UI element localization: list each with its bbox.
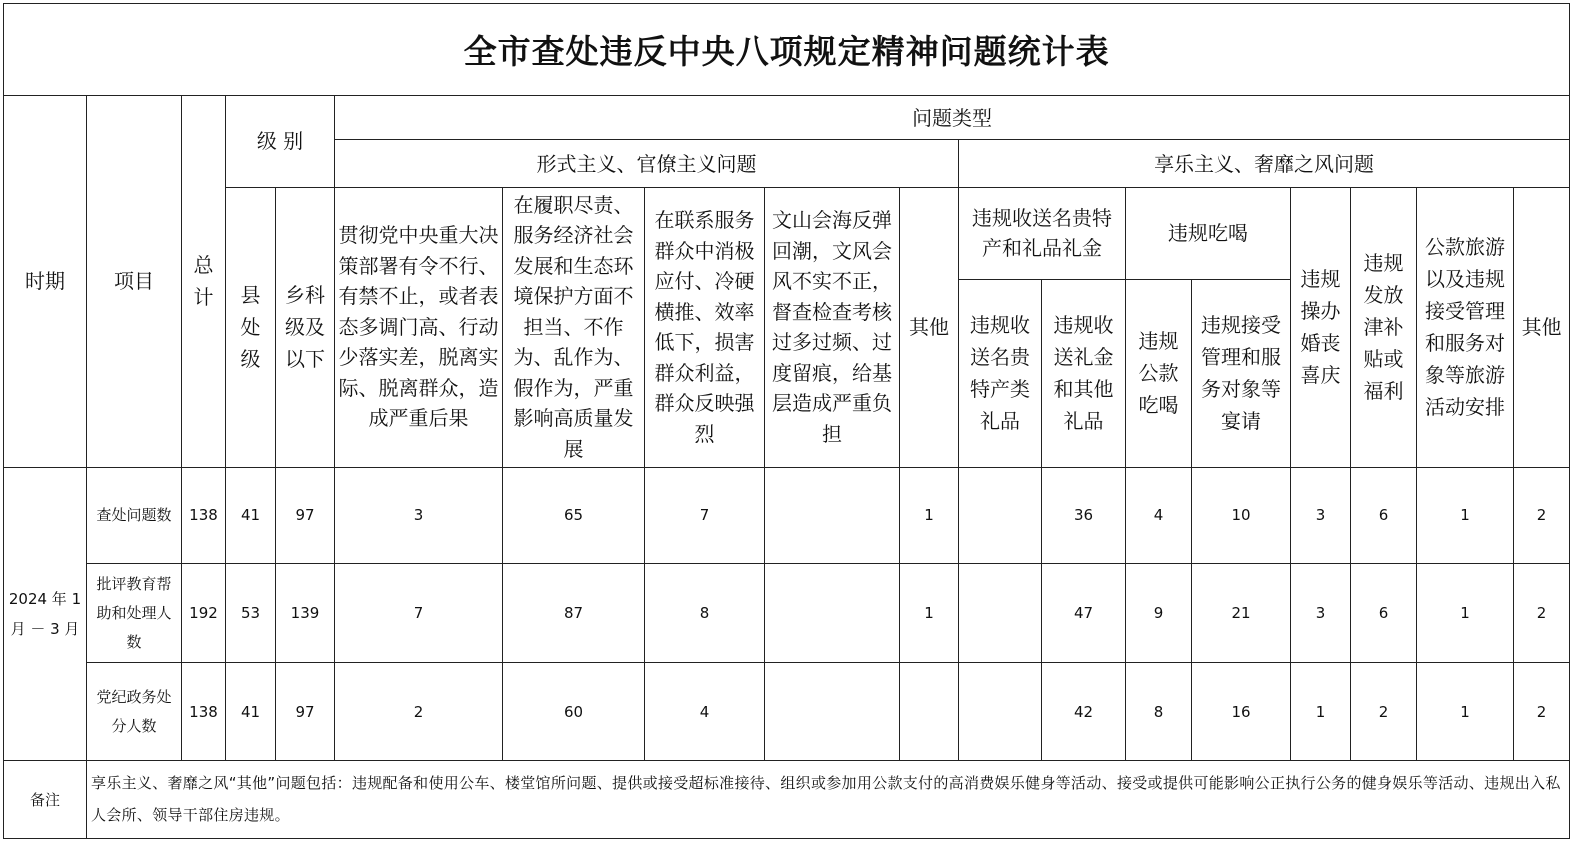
cell-wedding: 3 bbox=[1291, 563, 1351, 662]
dining-group-header: 违规吃喝 bbox=[1126, 187, 1291, 279]
cell-f2: 87 bbox=[503, 563, 645, 662]
county-level-header: 县处级 bbox=[226, 187, 276, 467]
dining-banquet-header: 违规接受管理和服务对象等宴请 bbox=[1192, 279, 1291, 467]
formalism-type-4-header: 文山会海反弹回潮，文风会风不实不正，督查检查考核过多过频、过度留痕，给基层造成严重负担 bbox=[765, 187, 900, 467]
cell-f3: 7 bbox=[645, 467, 765, 563]
gift-group-header: 违规收送名贵特产和礼品礼金 bbox=[959, 187, 1126, 279]
cell-gift-b: 36 bbox=[1042, 467, 1126, 563]
cell-h-other: 2 bbox=[1514, 467, 1570, 563]
allowance-header: 违规发放津补贴或福利 bbox=[1351, 187, 1417, 467]
cell-wedding: 1 bbox=[1291, 663, 1351, 760]
cell-gift-a bbox=[959, 663, 1042, 760]
row-label: 批评教育帮助和处理人数 bbox=[87, 563, 182, 662]
cell-total: 192 bbox=[182, 563, 226, 662]
cell-total: 138 bbox=[182, 663, 226, 760]
cell-county: 53 bbox=[226, 563, 276, 662]
formalism-group-header: 形式主义、官僚主义问题 bbox=[335, 140, 959, 187]
item-header: 项目 bbox=[87, 96, 182, 467]
cell-allowance: 6 bbox=[1351, 563, 1417, 662]
township-level-header: 乡科级及以下 bbox=[276, 187, 335, 467]
period-value: 2024 年 1 月 － 3 月 bbox=[4, 467, 87, 760]
cell-travel: 1 bbox=[1417, 563, 1514, 662]
cell-county: 41 bbox=[226, 467, 276, 563]
cell-township: 97 bbox=[276, 663, 335, 760]
cell-dining-b: 16 bbox=[1192, 663, 1291, 760]
wedding-header: 违规操办婚丧喜庆 bbox=[1291, 187, 1351, 467]
formalism-other-header: 其他 bbox=[900, 187, 959, 467]
cell-dining-a: 8 bbox=[1126, 663, 1192, 760]
cell-township: 139 bbox=[276, 563, 335, 662]
cell-f1: 7 bbox=[335, 563, 503, 662]
cell-h-other: 2 bbox=[1514, 563, 1570, 662]
cell-f3: 8 bbox=[645, 563, 765, 662]
cell-gift-b: 42 bbox=[1042, 663, 1126, 760]
cell-allowance: 2 bbox=[1351, 663, 1417, 760]
cell-township: 97 bbox=[276, 467, 335, 563]
row-label: 党纪政务处分人数 bbox=[87, 663, 182, 760]
total-header: 总计 bbox=[182, 96, 226, 467]
gift-specialty-header: 违规收送名贵特产类礼品 bbox=[959, 279, 1042, 467]
note-text: 享乐主义、奢靡之风“其他”问题包括：违规配备和使用公车、楼堂馆所问题、提供或接受超标准接待、组织或参加用公款支付的高消费娱乐健身等活动、接受或提供可能影响公正执行公务的健身娱乐等活动、违规出入私人会所、领导干部住房违规。 bbox=[87, 760, 1570, 838]
cell-f4 bbox=[765, 663, 900, 760]
cell-f4 bbox=[765, 467, 900, 563]
cell-dining-a: 9 bbox=[1126, 563, 1192, 662]
level-header: 级 别 bbox=[226, 96, 335, 187]
cell-dining-b: 21 bbox=[1192, 563, 1291, 662]
dining-public-funds-header: 违规公款吃喝 bbox=[1126, 279, 1192, 467]
cell-wedding: 3 bbox=[1291, 467, 1351, 563]
gift-money-header: 违规收送礼金和其他礼品 bbox=[1042, 279, 1126, 467]
cell-f3: 4 bbox=[645, 663, 765, 760]
cell-county: 41 bbox=[226, 663, 276, 760]
row-label: 查处问题数 bbox=[87, 467, 182, 563]
cell-allowance: 6 bbox=[1351, 467, 1417, 563]
travel-header: 公款旅游以及违规接受管理和服务对象等旅游活动安排 bbox=[1417, 187, 1514, 467]
cell-f-other bbox=[900, 663, 959, 760]
formalism-type-2-header: 在履职尽责、服务经济社会发展和生态环境保护方面不担当、不作为、乱作为、假作为，严重影响高质量发展 bbox=[503, 187, 645, 467]
hedonism-other-header: 其他 bbox=[1514, 187, 1570, 467]
cell-f-other: 1 bbox=[900, 467, 959, 563]
cell-travel: 1 bbox=[1417, 467, 1514, 563]
formalism-type-1-header: 贯彻党中央重大决策部署有令不行、有禁不止，或者表态多调门高、行动少落实差，脱离实际、脱离群众，造成严重后果 bbox=[335, 187, 503, 467]
cell-total: 138 bbox=[182, 467, 226, 563]
cell-f-other: 1 bbox=[900, 563, 959, 662]
cell-f4 bbox=[765, 563, 900, 662]
cell-travel: 1 bbox=[1417, 663, 1514, 760]
hedonism-group-header: 享乐主义、奢靡之风问题 bbox=[959, 140, 1570, 187]
table-row bbox=[4, 663, 1570, 760]
cell-gift-b: 47 bbox=[1042, 563, 1126, 662]
formalism-type-3-header: 在联系服务群众中消极应付、冷硬横推、效率低下，损害群众利益，群众反映强烈 bbox=[645, 187, 765, 467]
table-row bbox=[4, 467, 1570, 563]
cell-f1: 3 bbox=[335, 467, 503, 563]
cell-h-other: 2 bbox=[1514, 663, 1570, 760]
statistics-table bbox=[3, 3, 1570, 839]
cell-f2: 60 bbox=[503, 663, 645, 760]
note-label: 备注 bbox=[4, 760, 87, 838]
cell-gift-a bbox=[959, 467, 1042, 563]
cell-f1: 2 bbox=[335, 663, 503, 760]
cell-gift-a bbox=[959, 563, 1042, 662]
table-row bbox=[4, 563, 1570, 662]
problem-type-header: 问题类型 bbox=[335, 96, 1570, 140]
cell-f2: 65 bbox=[503, 467, 645, 563]
period-header: 时期 bbox=[4, 96, 87, 467]
cell-dining-a: 4 bbox=[1126, 467, 1192, 563]
table-title: 全市查处违反中央八项规定精神问题统计表 bbox=[4, 4, 1570, 96]
cell-dining-b: 10 bbox=[1192, 467, 1291, 563]
